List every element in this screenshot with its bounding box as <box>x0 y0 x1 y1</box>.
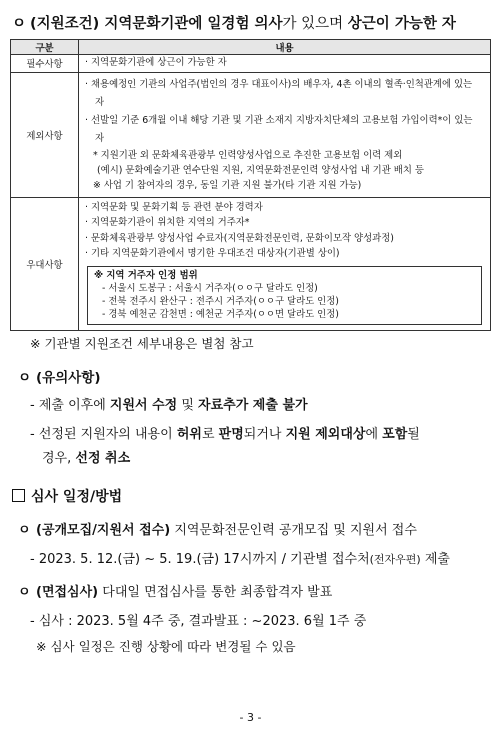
table-row-preferred <box>11 197 491 330</box>
caution-text: 되거나 <box>243 427 286 442</box>
condition-heading-part2: 가 있으며 <box>282 16 348 32</box>
schedule-heading <box>12 486 122 506</box>
square-bullet-icon <box>12 489 25 502</box>
category-preferred: 우대사항 <box>11 197 79 330</box>
schedule-heading-text: 심사 일정/방법 <box>31 489 123 505</box>
caution-emphasis: 지원 제외대상 <box>285 427 366 442</box>
caution-text: 로 <box>201 427 219 442</box>
condition-heading-part1: (지원조건) 지역문화기관에 일경험 의사 <box>30 16 283 32</box>
residency-item: - 전북 전주시 완산구 : 전주시 거주자(ㅇㅇ구 달라도 인정) <box>102 295 339 307</box>
residency-box-title: ※ 지역 거주자 인정 범위 <box>94 269 198 281</box>
interview-desc: 다대일 면접심사를 통한 최종합격자 발표 <box>98 585 333 600</box>
recruit-date-small: (전자우편) <box>369 553 421 566</box>
caution-heading <box>18 366 101 386</box>
circle-bullet: ㅇ <box>18 523 31 538</box>
table-row-required <box>11 55 491 73</box>
content-preferred <box>79 197 491 330</box>
interview-heading <box>18 581 332 600</box>
content-excluded <box>79 72 491 197</box>
recruit-date-line <box>30 548 450 567</box>
caution-emphasis: 허위 <box>176 427 202 442</box>
preferred-item: · 지역문화 및 문화기획 등 관련 분야 경력자 <box>85 201 263 213</box>
caution-line-2 <box>30 423 420 442</box>
header-content: 내용 <box>79 40 491 55</box>
caution-line-1 <box>30 394 308 413</box>
category-required: 필수사항 <box>11 55 79 73</box>
category-excluded: 제외사항 <box>11 72 79 197</box>
caution-line-3 <box>42 447 130 466</box>
caution-emphasis: 자료추가 제출 불가 <box>198 398 308 413</box>
recruit-date: - 2023. 5. 12.(금) ~ 5. 19.(금) 17시까지 / 기관별 접수처 <box>30 552 370 567</box>
content-required <box>79 55 491 73</box>
caution-emphasis: 지원서 수정 <box>109 398 178 413</box>
caution-text: 및 <box>177 398 199 413</box>
requirements-table <box>10 39 491 331</box>
excluded-sub-warning: ※ 사업 기 참여자의 경우, 동일 기관 지원 불가(타 기관 지원 가능) <box>93 179 362 191</box>
preferred-item: · 기타 지역문화기관에서 명기한 우대조건 대상자(기관별 상이) <box>85 248 340 259</box>
preferred-item: · 문화체육관광부 양성사업 수료자(지역문화전문인력, 문화이모작 양성과정) <box>85 232 394 244</box>
excluded-sub-example: (예시) 문화예술기관 연수단원 지원, 지역문화전문인력 양성사업 내 기관 배치 등 <box>97 164 424 176</box>
circle-bullet: ㅇ <box>12 16 27 32</box>
interview-line-1: - 심사 : 2023. 5월 4주 중, 결과발표 : ~2023. 6월 1주 중 <box>30 614 367 629</box>
recruit-heading <box>18 519 417 538</box>
circle-bullet: ㅇ <box>18 585 31 600</box>
table-row-excluded <box>11 72 491 197</box>
circle-bullet: ㅇ <box>18 370 32 386</box>
recruit-date-tail: 제출 <box>420 552 450 567</box>
page-number: - 3 - <box>239 711 262 724</box>
caution-text: - 제출 이후에 <box>30 398 110 413</box>
condition-heading <box>12 12 456 33</box>
caution-text: 경우, <box>42 451 76 466</box>
caution-text: 에 <box>365 427 383 442</box>
excluded-item: · 채용예정인 기관의 사업주(법인의 경우 대표이사)의 배우자, 4촌 이내의 혈족·인척관계에 있는 자 <box>85 78 473 108</box>
caution-emphasis: 판명 <box>218 427 244 442</box>
caution-title: (유의사항) <box>36 370 101 386</box>
interview-line-2: ※ 심사 일정은 진행 상황에 따라 변경될 수 있음 <box>36 639 296 654</box>
condition-heading-part3: 상근이 가능한 자 <box>347 16 456 32</box>
recruit-desc: 지역문화전문인력 공개모집 및 지원서 접수 <box>170 523 417 538</box>
residency-item: - 서울시 도봉구 : 서울시 거주자(ㅇㅇ구 달라도 인정) <box>102 282 318 294</box>
caution-text: - 선정된 지원자의 내용이 <box>30 427 177 442</box>
caution-emphasis: 포함 <box>382 427 408 442</box>
caution-emphasis: 선정 취소 <box>75 451 131 466</box>
interview-title: (면접심사) <box>36 585 99 600</box>
required-item: · 지역문화기관에 상근이 가능한 자 <box>85 57 227 68</box>
table-header-row <box>11 40 491 55</box>
excluded-sub-note: * 지원기관 외 문화체육관광부 인력양성사업으로 추진한 고용보험 이력 제외 <box>93 149 403 161</box>
excluded-item: · 선발일 기준 6개월 이내 해당 기관 및 기관 소재지 지방자치단체의 고용보험 가입이력*이 있는 자 <box>85 114 473 144</box>
reference-note: ※ 기관별 지원조건 세부내용은 별첨 참고 <box>30 336 254 351</box>
residency-item: - 경북 예천군 감천면 : 예천군 거주자(ㅇㅇ면 달라도 인정) <box>102 308 339 320</box>
residency-range-box <box>87 266 482 325</box>
preferred-item: · 지역문화기관이 위치한 지역의 거주자* <box>85 217 250 228</box>
caution-text: 될 <box>407 427 420 442</box>
header-category: 구분 <box>11 40 79 55</box>
recruit-title: (공개모집/지원서 접수) <box>36 523 171 538</box>
